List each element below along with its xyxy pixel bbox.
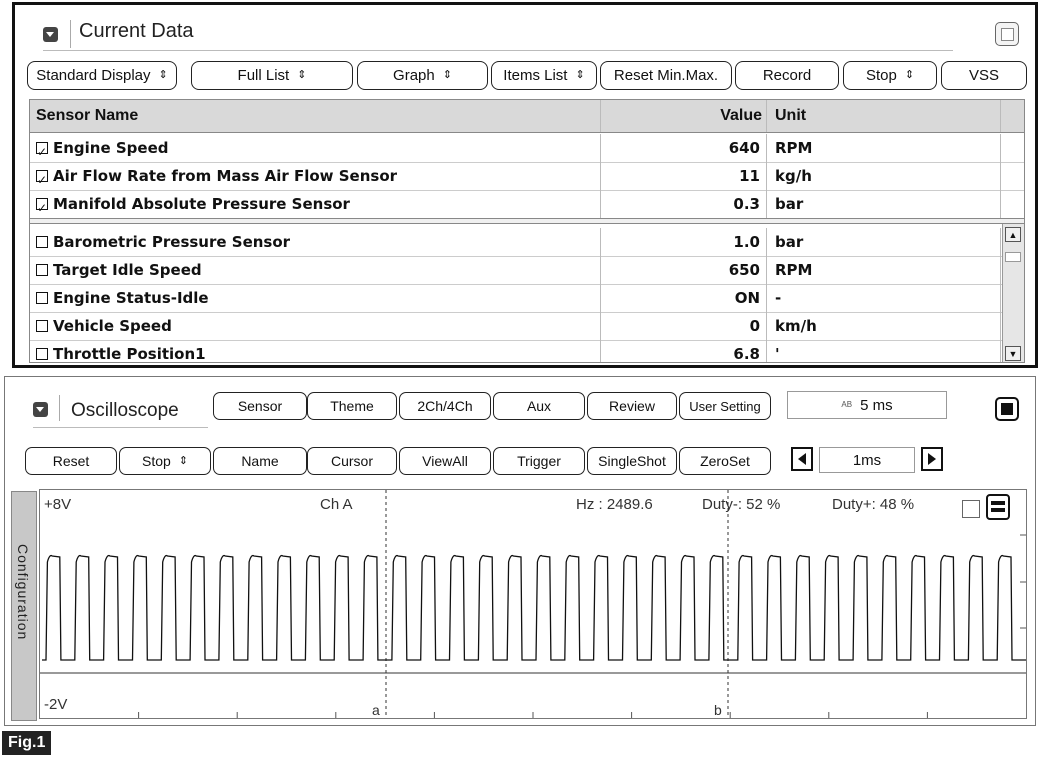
row-checkbox[interactable] — [36, 320, 48, 332]
sensor-value: ON — [734, 289, 760, 307]
button-label: Reset — [52, 453, 90, 469]
button-label: SingleShot — [598, 453, 666, 469]
sensor-name: Barometric Pressure Sensor — [53, 233, 291, 251]
table-row[interactable] — [30, 256, 1024, 285]
row-checkbox[interactable] — [36, 264, 48, 276]
sensor-name-cell — [36, 228, 596, 256]
time-division-value: 5 ms — [860, 396, 893, 414]
column-divider — [1000, 228, 1001, 256]
step-value-box[interactable] — [819, 447, 915, 473]
cursor-a-label: a — [372, 702, 380, 718]
scope-frequency-readout: Hz : 2489.6 — [576, 496, 653, 513]
button-label: Standard Display — [36, 67, 151, 84]
column-header-unit[interactable]: Unit — [775, 107, 807, 124]
sensor-unit: kg/h — [775, 167, 812, 185]
sensor-value: 650 — [728, 261, 760, 279]
column-divider — [1000, 100, 1001, 132]
time-scale-icon: AB — [841, 400, 853, 409]
reset-min-max-button[interactable] — [600, 61, 732, 90]
button-label: Record — [762, 67, 812, 84]
sensor-name: Target Idle Speed — [53, 261, 202, 279]
aux-button[interactable] — [493, 392, 585, 420]
scope-duty-plus-readout: Duty+: 48 % — [832, 496, 915, 513]
configuration-label: Configuration — [15, 544, 31, 641]
step-right-icon[interactable] — [921, 447, 943, 471]
column-divider — [1000, 312, 1001, 340]
vss-button[interactable] — [941, 61, 1027, 90]
collapse-icon[interactable] — [43, 27, 58, 42]
button-label: Cursor — [330, 453, 373, 469]
button-label: User Setting — [689, 398, 761, 414]
sensor-name-cell — [36, 284, 596, 312]
time-division-box[interactable] — [787, 391, 947, 419]
scope-plot — [40, 490, 1026, 718]
scope-channel-label: Ch A — [320, 496, 353, 513]
column-divider — [1000, 190, 1001, 218]
sensor-button[interactable] — [213, 392, 307, 420]
figure-label: Fig.1 — [2, 731, 51, 755]
sensor-name-cell — [36, 190, 596, 218]
column-divider — [1000, 134, 1001, 162]
2ch-4ch-button[interactable] — [399, 392, 491, 420]
maximize-icon[interactable] — [995, 22, 1019, 46]
column-divider — [1000, 256, 1001, 284]
singleshot-button[interactable] — [587, 447, 677, 475]
sensor-unit: RPM — [775, 139, 813, 157]
full-list-button[interactable] — [191, 61, 353, 90]
button-label: ZeroSet — [700, 453, 750, 469]
column-divider — [600, 100, 601, 132]
configuration-tab[interactable] — [11, 491, 37, 721]
column-divider — [766, 228, 767, 256]
current-data-panel — [12, 2, 1038, 368]
row-checkbox[interactable] — [36, 292, 48, 304]
column-divider — [1000, 284, 1001, 312]
button-label: Items List — [503, 67, 568, 84]
spinner-icon: ⇕ — [178, 454, 189, 467]
cursor-button[interactable] — [307, 447, 397, 475]
button-label: Reset Min.Max. — [613, 67, 719, 84]
sensor-name: Engine Speed — [53, 139, 169, 157]
table-row[interactable] — [30, 312, 1024, 341]
spinner-icon: ⇕ — [442, 69, 452, 81]
column-divider — [1000, 162, 1001, 190]
spinner-icon: ⇕ — [575, 69, 585, 81]
panel-title: Current Data — [79, 20, 194, 42]
column-divider — [1000, 340, 1001, 363]
button-label: 2Ch/4Ch — [417, 398, 473, 414]
viewall-button[interactable] — [399, 447, 491, 475]
column-divider — [766, 340, 767, 363]
sensor-value: 6.8 — [733, 345, 760, 363]
button-label: Review — [609, 398, 655, 414]
row-checkbox[interactable] — [36, 236, 48, 248]
spinner-icon: ⇕ — [904, 69, 915, 81]
reset-button[interactable] — [25, 447, 117, 475]
scroll-up-icon[interactable]: ▲ — [1005, 227, 1021, 242]
button-label: ViewAll — [422, 453, 468, 469]
table-row[interactable] — [30, 162, 1024, 191]
scope-checkbox[interactable] — [962, 500, 980, 518]
column-divider — [766, 134, 767, 162]
sensor-value: 0 — [749, 317, 760, 335]
scope-y-min-label: -2V — [44, 696, 68, 713]
spinner-icon: ⇕ — [158, 69, 168, 81]
record-button[interactable] — [735, 61, 839, 90]
button-label: Name — [241, 453, 279, 469]
button-label: VSS — [968, 67, 999, 84]
table-scrollbar[interactable] — [1002, 224, 1024, 363]
user-setting-button[interactable] — [679, 392, 771, 420]
sensor-value: 640 — [728, 139, 760, 157]
row-checkbox[interactable] — [36, 142, 48, 154]
stop-button[interactable] — [843, 61, 937, 90]
row-checkbox[interactable] — [36, 170, 48, 182]
collapse-icon[interactable] — [33, 402, 48, 417]
column-header-value[interactable]: Value — [720, 107, 762, 124]
panel-title: Oscilloscope — [71, 400, 179, 421]
name-button[interactable] — [213, 447, 307, 475]
theme-button[interactable] — [307, 392, 397, 420]
sensor-value: 0.3 — [733, 195, 760, 213]
items-list-button[interactable] — [491, 61, 597, 90]
sensor-name: Manifold Absolute Pressure Sensor — [53, 195, 350, 213]
sensor-unit: km/h — [775, 317, 817, 335]
current-data-header — [15, 5, 1035, 51]
zeroset-button[interactable] — [679, 447, 771, 475]
scope-menu-icon[interactable] — [986, 494, 1010, 520]
button-label: Sensor — [237, 398, 283, 414]
table-row[interactable] — [30, 340, 1024, 363]
header-divider — [59, 395, 60, 421]
scope-y-max-label: +8V — [44, 496, 72, 513]
sensor-value: 1.0 — [733, 233, 760, 251]
table-row[interactable] — [30, 228, 1024, 257]
row-checkbox[interactable] — [36, 198, 48, 210]
scroll-thumb[interactable] — [1005, 252, 1021, 262]
table-header — [30, 100, 1024, 133]
cursor-b-label: b — [714, 702, 722, 718]
trigger-button[interactable] — [493, 447, 585, 475]
sensor-unit: bar — [775, 233, 804, 251]
header-rule — [33, 427, 208, 428]
review-button[interactable] — [587, 392, 677, 420]
button-label: Aux — [526, 398, 552, 414]
sensor-name: Engine Status-Idle — [53, 289, 209, 307]
record-stop-icon[interactable] — [995, 397, 1019, 421]
column-divider — [766, 190, 767, 218]
button-label: Stop — [865, 67, 897, 84]
sensor-name: Vehicle Speed — [53, 317, 172, 335]
sensor-unit: RPM — [775, 261, 813, 279]
sensor-value: 11 — [739, 167, 760, 185]
sensor-unit: - — [775, 289, 782, 307]
scope-duty-minus-readout: Duty-: 52 % — [702, 496, 781, 513]
stop-button[interactable] — [119, 447, 211, 475]
sensor-name-cell — [36, 134, 596, 162]
button-label: Theme — [330, 398, 374, 414]
button-label: Trigger — [517, 453, 561, 469]
fixed-rows-separator — [30, 218, 1024, 224]
scope-display[interactable] — [39, 489, 1027, 719]
sensor-name-cell — [36, 162, 596, 190]
table-row[interactable] — [30, 190, 1024, 219]
sensor-name-cell — [36, 340, 596, 363]
column-divider — [766, 284, 767, 312]
sensor-name-cell — [36, 256, 596, 284]
header-rule — [43, 50, 953, 51]
header-divider — [70, 20, 71, 48]
scope-waveform — [42, 556, 1026, 660]
sensor-unit: ' — [775, 345, 780, 363]
column-divider — [766, 162, 767, 190]
scroll-down-icon[interactable]: ▼ — [1005, 346, 1021, 361]
table-row[interactable] — [30, 284, 1024, 313]
button-label: Graph — [393, 67, 435, 84]
step-left-icon[interactable] — [791, 447, 813, 471]
sensor-unit: bar — [775, 195, 804, 213]
sensor-name: Air Flow Rate from Mass Air Flow Sensor — [53, 167, 398, 185]
sensor-name-cell — [36, 312, 596, 340]
spinner-icon: ⇕ — [297, 69, 307, 81]
graph-button[interactable] — [357, 61, 488, 90]
column-divider — [766, 256, 767, 284]
button-label: Full List — [237, 67, 290, 84]
table-row[interactable] — [30, 134, 1024, 163]
column-divider — [766, 100, 767, 132]
step-value: 1ms — [852, 451, 882, 469]
oscilloscope-panel — [4, 376, 1036, 726]
button-label: Stop — [141, 453, 171, 469]
column-header-sensor-name[interactable]: Sensor Name — [36, 107, 139, 124]
standard-display-button[interactable] — [27, 61, 177, 90]
sensor-name: Throttle Position1 — [53, 345, 206, 363]
sensor-table — [29, 99, 1025, 363]
row-checkbox[interactable] — [36, 348, 48, 360]
column-divider — [766, 312, 767, 340]
